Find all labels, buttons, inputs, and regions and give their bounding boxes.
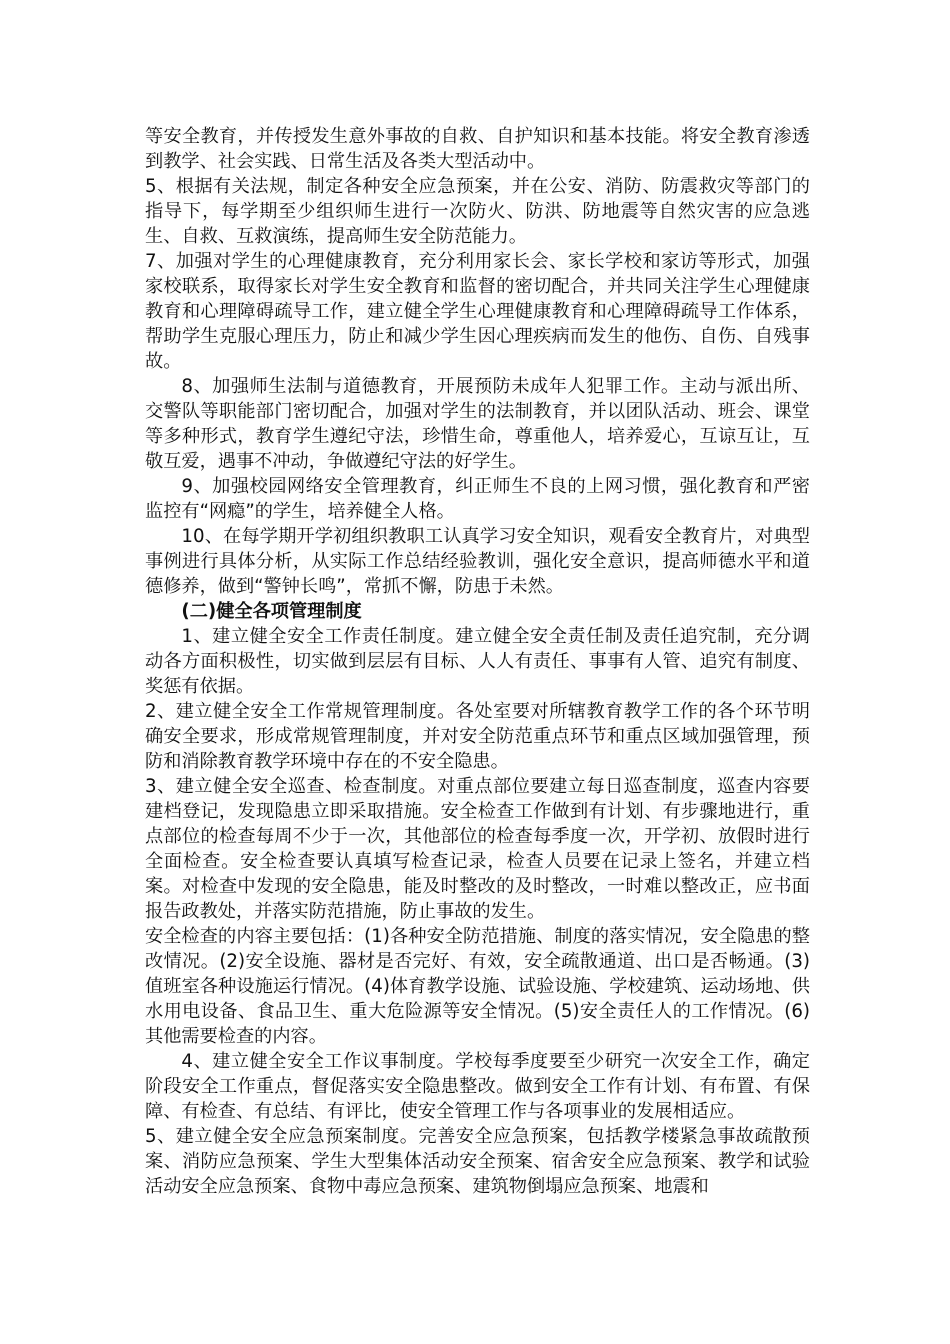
paragraph: 1、建立健全安全工作责任制度。建立健全安全责任制及责任追究制，充分调动各方面积极性，切实做到层层有目标、人人有责任、事事有人管、追究有制度、奖惩有依据。: [145, 626, 810, 697]
paragraph: 9、加强校园网络安全管理教育，纠正师生不良的上网习惯，强化教育和严密监控有“网瘾”的学生，培养健全人格。: [145, 476, 810, 522]
document-page: [145, 124, 810, 1199]
paragraph: 等安全教育，并传授发生意外事故的自救、自护知识和基本技能。将安全教育渗透到教学、社会实践、日常生活及各类大型活动中。: [145, 126, 810, 172]
paragraph: 5、建立健全安全应急预案制度。完善安全应急预案，包括教学楼紧急事故疏散预案、消防应急预案、学生大型集体活动安全预案、宿舍安全应急预案、教学和试验活动安全应急预案、食物中毒应急预案、建筑物倒塌应急预案、地震和: [145, 1126, 810, 1197]
paragraph: 3、建立健全安全巡查、检查制度。对重点部位要建立每日巡查制度，巡查内容要建档登记，发现隐患立即采取措施。安全检查工作做到有计划、有步骤地进行，重点部位的检查每周不少于一次，其他部位的检查每季度一次，开学初、放假时进行全面检查。安全检查要认真填写检查记录，检查人员要在记录上签名，并建立档案。对检查中发现的安全隐患，能及时整改的及时整改，一时难以整改正，应书面报告政教处，并落实防范措施，防止事故的发生。: [145, 776, 810, 922]
paragraph: 安全检查的内容主要包括：(1)各种安全防范措施、制度的落实情况，安全隐患的整改情况。(2)安全设施、器材是否完好、有效，安全疏散通道、出口是否畅通。(3)值班室各种设施运行情况。(4)体育教学设施、试验设施、学校建筑、运动场地、供水用电设备、食品卫生、重大危险源等安全情况。(5)安全责任人的工作情况。(6)其他需要检查的内容。: [145, 926, 810, 1047]
paragraph: 2、建立健全安全工作常规管理制度。各处室要对所辖教育教学工作的各个环节明确安全要求，形成常规管理制度，并对安全防范重点环节和重点区域加强管理，预防和消除教育教学环境中存在的不安全隐患。: [145, 701, 810, 772]
paragraph: 7、加强对学生的心理健康教育，充分利用家长会、家长学校和家访等形式，加强家校联系，取得家长对学生安全教育和监督的密切配合，并共同关注学生心理健康教育和心理障碍疏导工作，建立健全学生心理健康教育和心理障碍疏导工作体系，帮助学生克服心理压力，防止和减少学生因心理疾病而发生的他伤、自伤、自残事故。: [145, 251, 810, 372]
paragraph: 5、根据有关法规，制定各种安全应急预案，并在公安、消防、防震救灾等部门的指导下，每学期至少组织师生进行一次防火、防洪、防地震等自然灾害的应急逃生、自救、互救演练，提高师生安全防范能力。: [145, 176, 810, 247]
paragraph: 10、在每学期开学初组织教职工认真学习安全知识，观看安全教育片，对典型事例进行具体分析，从实际工作总结经验教训，强化安全意识，提高师德水平和道德修养，做到“警钟长鸣”，常抓不懈，防患于未然。: [145, 526, 810, 597]
section-heading: (二)健全各项管理制度: [181, 601, 362, 622]
paragraph: 8、加强师生法制与道德教育，开展预防未成年人犯罪工作。主动与派出所、交警队等职能部门密切配合，加强对学生的法制教育，并以团队活动、班会、课堂等多种形式，教育学生遵纪守法，珍惜生命，尊重他人，培养爱心，互谅互让，互敬互爱，遇事不冲动，争做遵纪守法的好学生。: [145, 376, 810, 472]
paragraph: 4、建立健全安全工作议事制度。学校每季度要至少研究一次安全工作，确定阶段安全工作重点，督促落实安全隐患整改。做到安全工作有计划、有布置、有保障、有检查、有总结、有评比，使安全管理工作与各项事业的发展相适应。: [145, 1051, 810, 1122]
